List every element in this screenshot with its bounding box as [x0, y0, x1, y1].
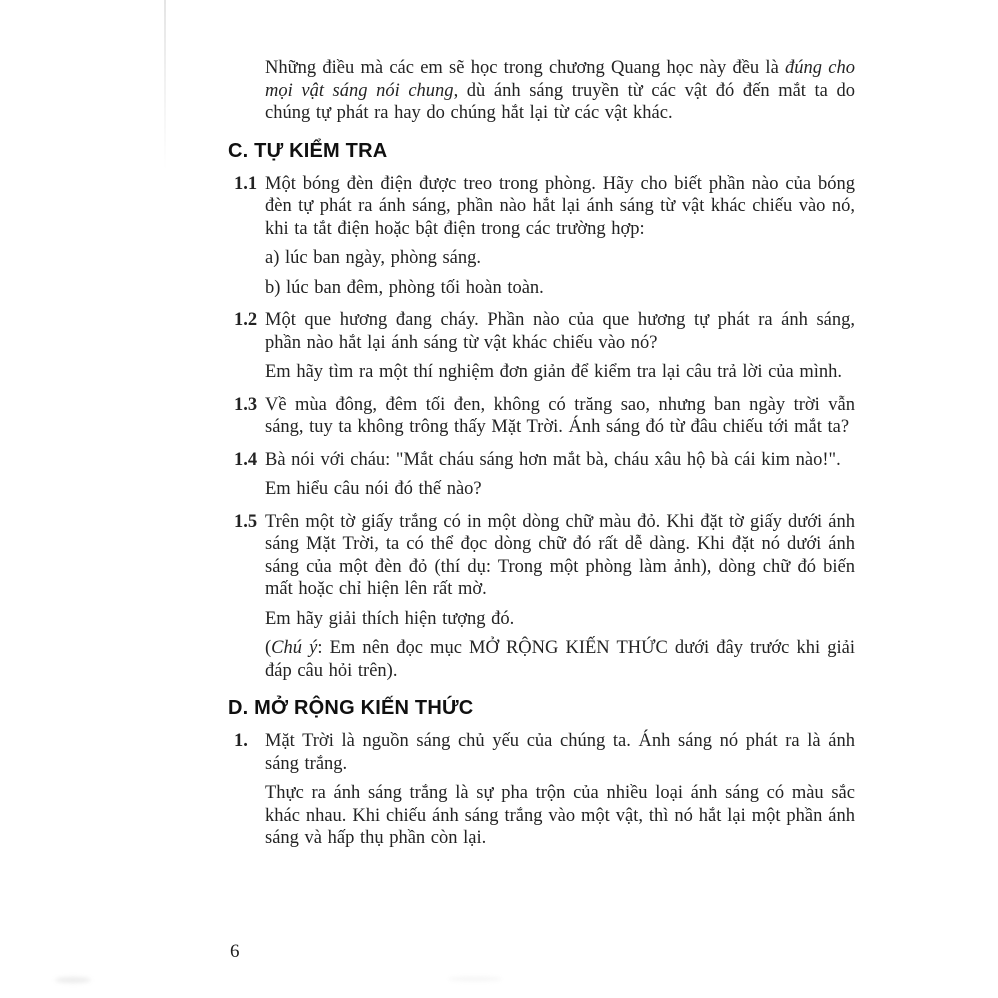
text-run: , dù ánh sáng truyền từ các vật đó đến mắt ta do chúng tự phát ra hay do chúng hắt lại từ các vật khác. [265, 80, 855, 123]
intro-paragraph [265, 57, 855, 125]
italic-text-run: đúng cho mọi vật sáng nói chung [265, 58, 855, 101]
text-run: b) lúc ban đêm, phòng tối hoàn toàn. [265, 277, 544, 298]
text-run: Em hiểu câu nói đó thế nào? [265, 479, 482, 499]
item-body [265, 173, 855, 300]
page-content [228, 57, 855, 850]
scan-smudge [448, 977, 502, 981]
text-run: Một bóng đèn điện được treo trong phòng. Hãy cho biết phần nào của bóng đèn tự phát ra ánh sáng, phần nào hắt lại ánh sáng từ vật khác chiếu vào nó, khi ta tắt điện hoặc bật điện trong các trường hợp: [265, 173, 855, 239]
item-body [265, 309, 855, 384]
item-number: 1.5 [234, 511, 258, 532]
item-body [265, 730, 855, 850]
item-paragraph [265, 449, 855, 472]
item-number: 1.4 [234, 449, 258, 470]
item-paragraph [265, 637, 855, 682]
text-run: ( [265, 638, 272, 658]
text-run: a) lúc ban ngày, phòng sáng. [265, 248, 481, 268]
item-paragraph [265, 730, 855, 775]
section [228, 139, 855, 683]
numbered-item [228, 394, 855, 439]
item-number: 1.3 [234, 394, 258, 415]
item-number: 1. [234, 731, 248, 751]
numbered-item [228, 309, 855, 384]
item-paragraph [265, 782, 855, 850]
item-body [265, 511, 855, 683]
item-number: 1.2 [234, 310, 258, 330]
text-run: Một que hương đang cháy. Phần nào của que hương tự phát ra ánh sáng, phần nào hắt lại ánh sáng từ vật khác chiếu vào nó? [265, 310, 855, 353]
item-paragraph [265, 173, 855, 241]
section [228, 696, 855, 850]
item-paragraph [265, 478, 855, 501]
numbered-item [228, 511, 855, 683]
item-paragraph [265, 394, 855, 439]
text-run: : Em nên đọc mục MỞ RỘNG KIẾN THỨC dưới đây trước khi giải đáp câu hỏi trên). [265, 638, 855, 681]
item-paragraph [265, 511, 855, 601]
item-paragraph [265, 309, 855, 354]
text-run: Về mùa đông, đêm tối đen, không có trăng sao, nhưng ban ngày trời vẫn sáng, tuy ta không trông thấy Mặt Trời. Ánh sáng đó từ đâu chiếu tới mắt ta? [265, 394, 855, 437]
item-body [265, 394, 855, 439]
numbered-item [228, 173, 855, 300]
text-run: Bà nói với cháu: "Mắt cháu sáng hơn mắt bà, cháu xâu hộ bà cái kim nào!". [265, 449, 841, 470]
sections-container [228, 139, 855, 850]
section-heading: D. MỞ RỘNG KIẾN THỨC [228, 697, 474, 719]
item-body [265, 449, 855, 501]
text-run: Trên một tờ giấy trắng có in một dòng chữ màu đỏ. Khi đặt tờ giấy dưới ánh sáng Mặt Trời, ta có thể đọc dòng chữ đó rất dễ dàng. Khi đặt nó dưới ánh sáng của một đèn đỏ (thí dụ: Trong một phòng làm ảnh), dòng chữ đó biến mất hoặc chỉ hiện lên rất mờ. [265, 511, 855, 599]
italic-text-run: Chú ý [271, 638, 318, 658]
numbered-item [228, 449, 855, 501]
scan-smudge [55, 977, 91, 983]
numbered-item [228, 730, 855, 850]
page-edge-scan-line [164, 0, 166, 170]
text-run: Mặt Trời là nguồn sáng chủ yếu của chúng ta. Ánh sáng nó phát ra là ánh sáng trắng. [265, 731, 855, 774]
item-paragraph [265, 277, 855, 300]
text-run: Thực ra ánh sáng trắng là sự pha trộn của nhiều loại ánh sáng có màu sắc khác nhau. Khi chiếu ánh sáng trắng vào một vật, thì nó hắt lại một phần ánh sáng và hấp thụ phần còn lại. [265, 783, 855, 848]
text-run: Em hãy tìm ra một thí nghiệm đơn giản để kiểm tra lại câu trả lời của mình. [265, 362, 843, 382]
section-items [228, 173, 855, 683]
item-paragraph [265, 361, 855, 384]
item-paragraph [265, 608, 855, 631]
section-heading: C. TỰ KIỂM TRA [228, 139, 388, 162]
text-run: Những điều mà các em sẽ học trong chương Quang học này đều là [265, 58, 786, 78]
text-run: Em hãy giải thích hiện tượng đó. [265, 608, 515, 629]
item-number: 1.1 [234, 173, 258, 194]
page-number: 6 [230, 941, 240, 962]
section-items [228, 730, 855, 850]
item-paragraph [265, 247, 855, 270]
